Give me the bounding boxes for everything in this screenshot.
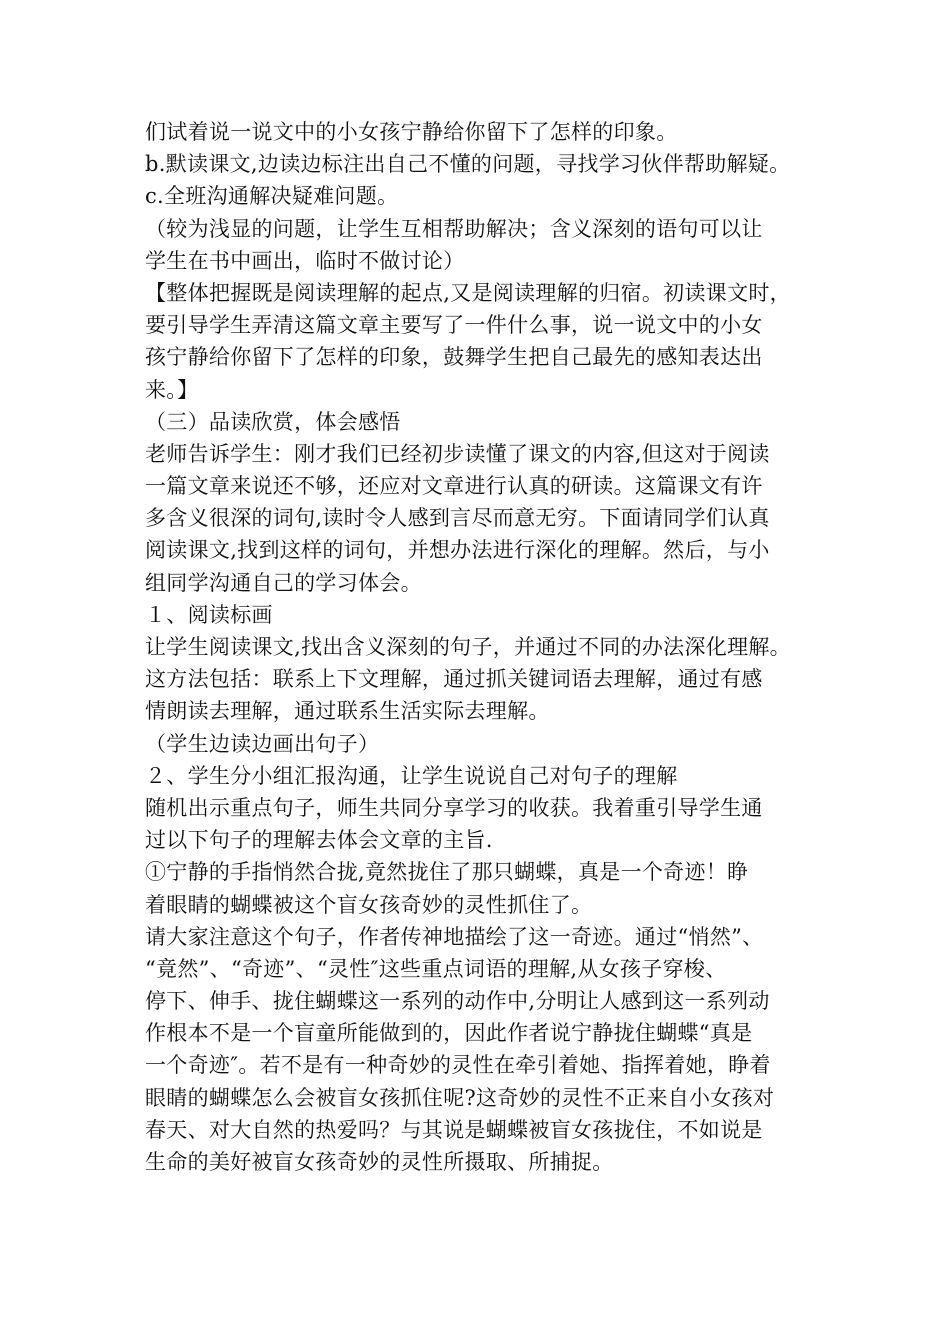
text-line: 让学生阅读课文,找出含义深刻的句子，并通过不同的办法深化理解。 bbox=[145, 635, 791, 659]
text-line: 停下、伸手、拢住蝴蝶这一系列的动作中,分明让人感到这一系列动 bbox=[145, 989, 770, 1014]
text-line: c.全班沟通解决疑难问题。 bbox=[145, 184, 399, 209]
text-line: 学生在书中画出，临时不做讨论） bbox=[145, 248, 465, 273]
text-line: 一个奇迹″。若不是有一种奇妙的灵性在牵引着她、指挥着她，睁着 bbox=[145, 1053, 771, 1078]
text-line: “竟然”、“奇迹”、“灵性″这些重点词语的理解,从女孩子穿梭、 bbox=[145, 956, 727, 981]
text-line: （较为浅显的问题，让学生互相帮助解决；含义深刻的语句可以让 bbox=[145, 216, 763, 241]
text-line: 阅读课文,找到这样的词句，并想办法进行深化的理解。然后，与小 bbox=[145, 538, 770, 563]
text-line: ①宁静的手指悄然合拢,竟然拢住了那只蝴蝶，真是一个奇迹！睁 bbox=[145, 860, 749, 885]
text-line: 随机出示重点句子，师生共同分享学习的收获。我着重引导学生通 bbox=[145, 795, 763, 820]
text-line: 一篇文章来说还不够，还应对文章进行认真的研读。这篇课文有许 bbox=[145, 474, 763, 499]
text-line: 着眼睛的蝴蝶被这个盲女孩奇妙的灵性抓住了。 bbox=[145, 892, 593, 917]
text-line: 过以下句子的理解去体会文章的主旨. bbox=[145, 828, 493, 853]
subsection-heading: １、阅读标画 bbox=[145, 602, 273, 627]
text-line: 作根本不是一个盲童所能做到的，因此作者说宁静拢住蝴蝶“真是 bbox=[145, 1021, 753, 1046]
text-line: （学生边读边画出句子） bbox=[145, 731, 380, 756]
text-line: 这方法包括：联系上下文理解，通过抓关键词语去理解，通过有感 bbox=[145, 667, 763, 692]
text-line: 老师告诉学生：刚才我们已经初步读懂了课文的内容,但这对于阅读 bbox=[145, 441, 770, 466]
text-line: 多含义很深的词句,读时令人感到言尽而意无穷。下面请同学们认真 bbox=[145, 506, 770, 531]
text-line: 情朗读去理解，通过联系生活实际去理解。 bbox=[145, 699, 550, 724]
text-line: 来。】 bbox=[145, 377, 199, 402]
section-heading: （三）品读欣赏，体会感悟 bbox=[145, 409, 401, 434]
subsection-heading: ２、学生分小组汇报沟通，让学生说说自己对句子的理解 bbox=[145, 763, 678, 788]
text-line: 春天、对大自然的热爱吗？与其说是蝴蝶被盲女孩拢住，不如说是 bbox=[145, 1117, 763, 1142]
text-line: 请大家注意这个句子，作者传神地描绘了这一奇迹。通过“悄然”、 bbox=[145, 924, 764, 949]
text-line: 孩宁静给你留下了怎样的印象，鼓舞学生把自己最先的感知表达出 bbox=[145, 345, 763, 370]
text-line: 眼睛的蝴蝶怎么会被盲女孩抓住呢?这奇妙的灵性不正来自小女孩对 bbox=[145, 1085, 775, 1110]
text-line: 生命的美好被盲女孩奇妙的灵性所摄取、所捕捉。 bbox=[145, 1150, 614, 1174]
text-line: 组同学沟通自己的学习体会。 bbox=[145, 570, 422, 595]
text-line: b.默读课文,边读边标注出自己不懂的问题，寻找学习伙伴帮助解疑。 bbox=[145, 152, 791, 177]
text-line: 们试着说一说文中的小女孩宁静给你留下了怎样的印象。 bbox=[145, 120, 678, 144]
document-body bbox=[145, 116, 825, 1178]
text-line: 要引导学生弄清这篇文章主要写了一件什么事，说一说文中的小女 bbox=[145, 313, 763, 338]
text-line: 【整体把握既是阅读理解的起点,又是阅读理解的归宿。初读课文时， bbox=[145, 280, 791, 305]
